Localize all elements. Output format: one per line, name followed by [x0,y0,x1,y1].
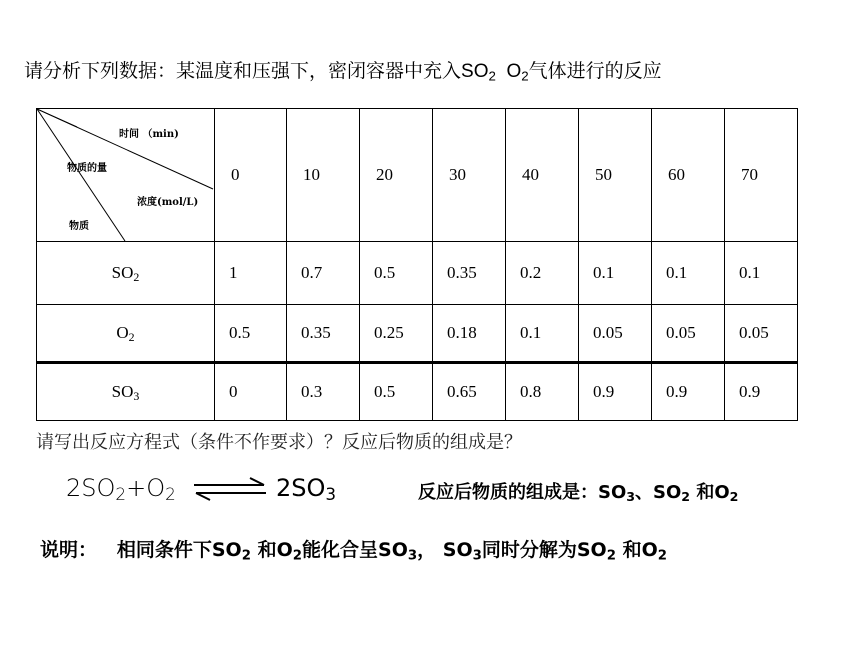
table-cell: 0.1 [725,242,798,305]
time-header-cell: 60 [652,109,725,242]
table-cell: 0.9 [652,363,725,421]
table-row-so3 [37,363,798,421]
table-cell: 0.25 [360,305,433,363]
table-cell: 0.1 [652,242,725,305]
time-header-cell: 70 [725,109,798,242]
table-cell: 1 [215,242,287,305]
table-cell: 0.5 [360,242,433,305]
corner-label-amount: 物质的量 [67,163,107,174]
table-cell: 0.65 [433,363,506,421]
corner-label-time: 时间 （min) [119,129,179,140]
table-row-o2 [37,305,798,363]
table-cell: 0.1 [579,242,652,305]
reversible-arrow-icon [192,476,268,502]
table-cell: 0.3 [287,363,360,421]
table-cell: 0.05 [579,305,652,363]
table-cell: 0.8 [506,363,579,421]
table-cell: 0.9 [579,363,652,421]
table-cell: 0.5 [215,305,287,363]
time-header-cell: 0 [215,109,287,242]
time-header-cell: 50 [579,109,652,242]
explanation-note: 说明： 相同条件下$SO_2$ 和$O_2$能化合呈$SO_3$， $SO_3$同时分解为$SO_2$ 和$O_2$ [40,539,668,564]
table-cell: 0 [215,363,287,421]
concentration-table [36,108,798,421]
substance-name: $SO_2$ [37,242,215,305]
intro-text: 请分析下列数据：某温度和压强下，密闭容器中充入$SO_2$ $O_2$气体进行的反应 [24,60,662,84]
table-cell: 0.05 [652,305,725,363]
table-cell: 0.35 [433,242,506,305]
table-cell: 0.5 [360,363,433,421]
corner-label-concentration: 浓度(mol/L) [137,197,199,208]
composition-answer: 反应后物质的组成是：$SO_3$、$SO_2$ 和$O_2$ [418,482,739,505]
time-header-cell: 10 [287,109,360,242]
substance-name: $SO_3$ [37,363,215,421]
table-row-so2 [37,242,798,305]
table-cell: 0.9 [725,363,798,421]
table-cell: 0.1 [506,305,579,363]
question-text: 请写出反应方程式（条件不作要求）？反应后物质的组成是？ [36,432,522,453]
table-corner-header [37,109,215,242]
reaction-equation [66,470,366,510]
time-header-cell: 20 [360,109,433,242]
time-header-cell: 30 [433,109,506,242]
substance-name: $O_2$ [37,305,215,363]
table-cell: 0.35 [287,305,360,363]
time-header-cell: 40 [506,109,579,242]
equation-reactants: $2SO_2+O_2$ [66,474,176,505]
table-cell: 0.7 [287,242,360,305]
table-cell: 0.05 [725,305,798,363]
table-cell: 0.2 [506,242,579,305]
equation-product: $2SO_3$ [276,474,337,505]
corner-label-substance: 物质 [69,221,89,232]
table-cell: 0.18 [433,305,506,363]
table-header-row [37,109,798,242]
